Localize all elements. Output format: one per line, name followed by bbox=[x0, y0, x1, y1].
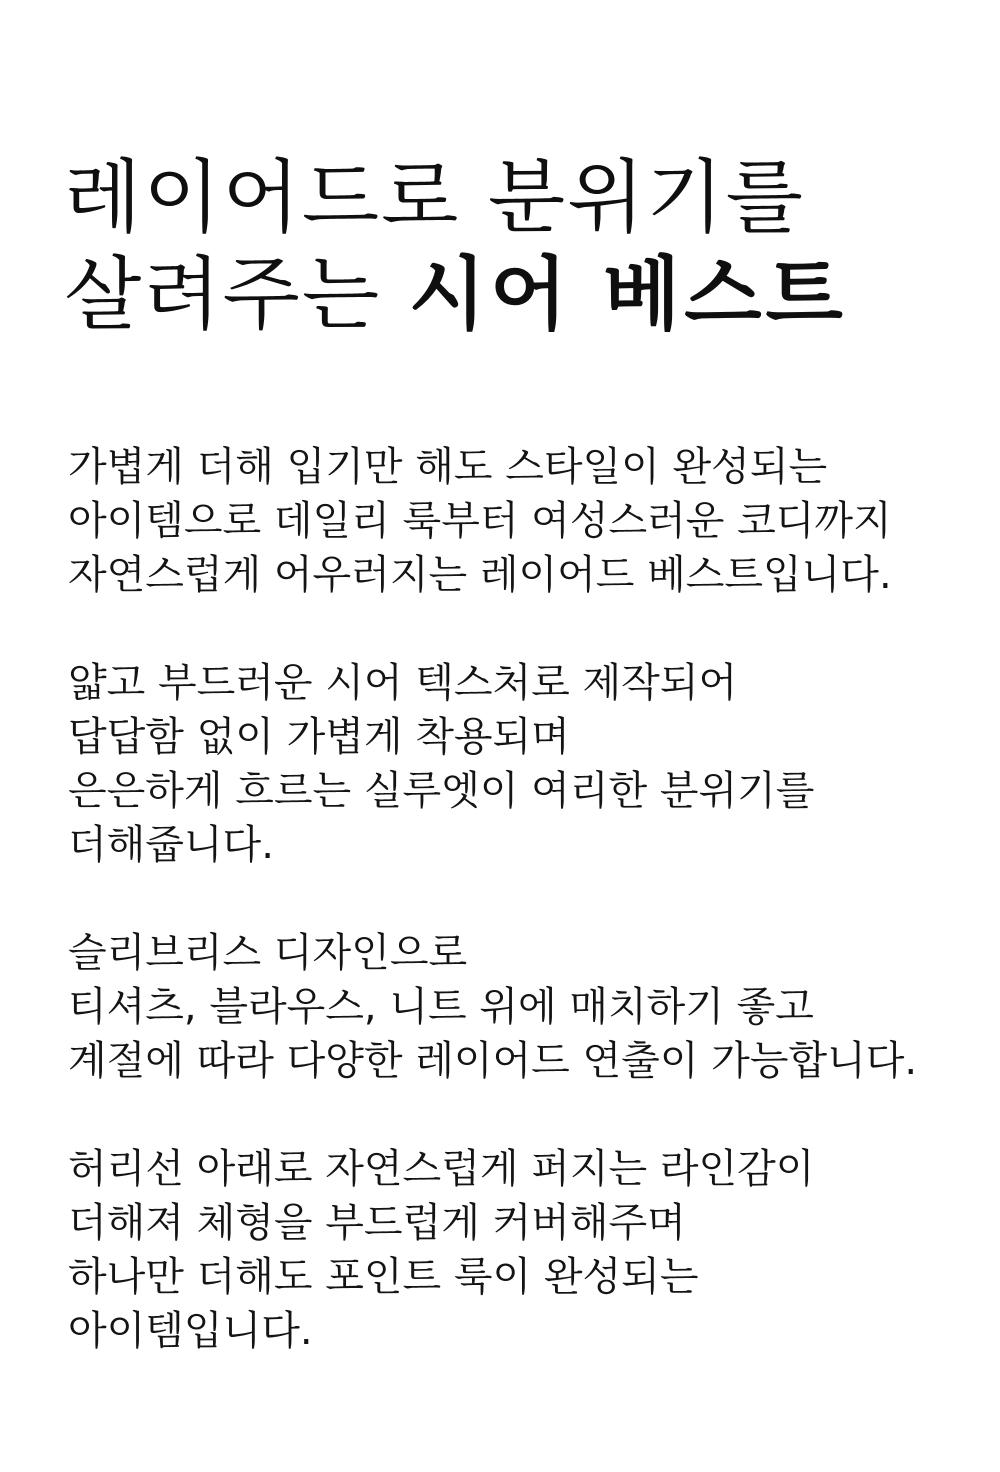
headline-line-2 bbox=[64, 246, 964, 343]
paragraph-line: 가볍게 더해 입기만 해도 스타일이 완성되는 bbox=[68, 444, 828, 490]
paragraph-line: 아이템입니다. bbox=[68, 1308, 313, 1354]
headline-product-name: 시어 베스트 bbox=[408, 247, 847, 341]
headline-line-1: 레이어드로 분위기를 bbox=[64, 151, 805, 244]
paragraph-line: 답답함 없이 가볍게 착용되며 bbox=[68, 714, 570, 760]
description-paragraph-texture bbox=[68, 656, 968, 872]
paragraph-line: 계절에 따라 다양한 레이어드 연출이 가능합니다. bbox=[68, 1038, 918, 1084]
headline-regular-text: 살려주는 bbox=[64, 248, 409, 341]
description-paragraph-design bbox=[68, 926, 968, 1088]
paragraph-line: 더해져 체형을 부드럽게 커버해주며 bbox=[68, 1200, 686, 1246]
description-body bbox=[68, 440, 968, 1358]
paragraph-line: 티셔츠, 블라우스, 니트 위에 매치하기 좋고 bbox=[68, 984, 814, 1030]
paragraph-line: 아이템으로 데일리 룩부터 여성스러운 코디까지 bbox=[68, 498, 892, 544]
paragraph-line: 슬리브리스 디자인으로 bbox=[68, 930, 468, 976]
headline bbox=[64, 150, 964, 343]
paragraph-line: 더해줍니다. bbox=[68, 822, 274, 868]
paragraph-line: 자연스럽게 어우러지는 레이어드 베스트입니다. bbox=[68, 552, 892, 598]
paragraph-line: 얇고 부드러운 시어 텍스처로 제작되어 bbox=[68, 660, 738, 706]
paragraph-line: 은은하게 흐르는 실루엣이 여리한 분위기를 bbox=[68, 768, 815, 814]
description-paragraph-styling bbox=[68, 440, 968, 602]
paragraph-line: 하나만 더해도 포인트 룩이 완성되는 bbox=[68, 1254, 699, 1300]
description-paragraph-silhouette bbox=[68, 1142, 968, 1358]
paragraph-line: 허리선 아래로 자연스럽게 퍼지는 라인감이 bbox=[68, 1146, 815, 1192]
